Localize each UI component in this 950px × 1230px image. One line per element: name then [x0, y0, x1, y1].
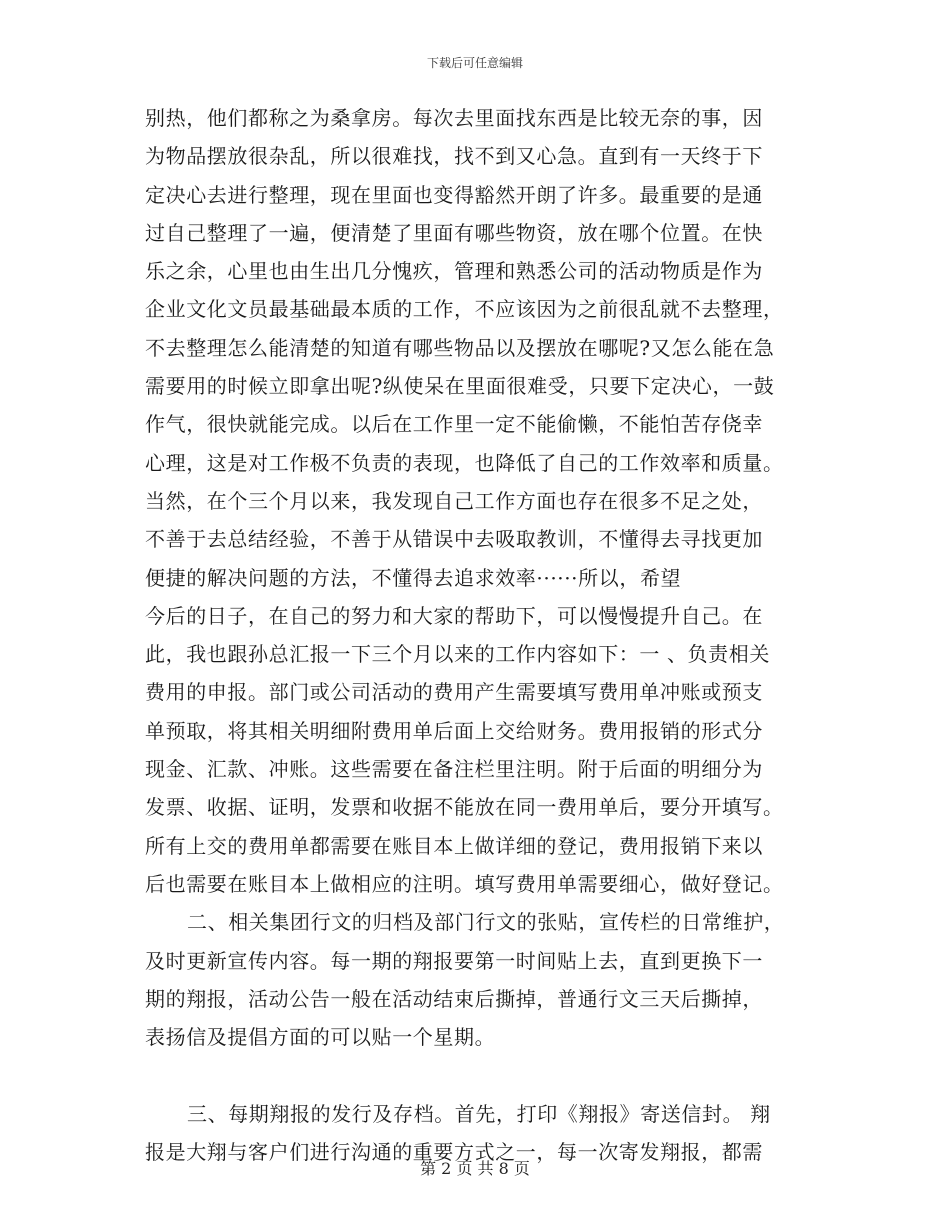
text-line: 作气，很快就能完成。以后在工作里一定不能偷懒，不能怕苦存侥幸 [145, 412, 763, 437]
text-line: 发票、收据、证明，发票和收据不能放在同一费用单后，要分开填写。 [145, 795, 784, 820]
text-line: 别热，他们都称之为桑拿房。每次去里面找东西是比较无奈的事，因 [145, 106, 763, 130]
text-line: 为物品摆放很杂乱，所以很难找，找不到又心急。直到有一天终于下 [145, 144, 763, 169]
text-line: 现金、汇款、冲账。这些需要在备注栏里注明。附于后面的明细分为 [145, 757, 763, 782]
text-line: 费用的申报。部门或公司活动的费用产生需要填写费用单冲账或预支 [145, 680, 763, 705]
text-line: 及时更新宣传内容。每一期的翔报要第一时间贴上去，直到更换下一 [145, 948, 763, 973]
text-line: 后也需要在账目本上做相应的注明。填写费用单需要细心，做好登记。 [145, 871, 784, 896]
text-line: 表扬信及提倡方面的可以贴一个星期。 [145, 1025, 496, 1050]
text-line: 不去整理怎么能清楚的知道有哪些物品以及摆放在哪呢?又怎么能在急 [145, 335, 775, 360]
text-line: 今后的日子，在自己的努力和大家的帮助下，可以慢慢提升自己。在 [145, 603, 763, 628]
page-header: 下载后可任意编辑 [426, 56, 523, 70]
text-line: 报是大翔与客户们进行沟通的重要方式之一，每一次寄发翔报，都需 [145, 1140, 763, 1165]
text-line: 企业文化文员最基础最本质的工作，不应该因为之前很乱就不去整理， [145, 297, 784, 322]
text-line: 乐之余，心里也由生出几分愧疚，管理和熟悉公司的活动物质是作为 [145, 259, 763, 284]
text-line: 期的翔报，活动公告一般在活动结束后撕掉，普通行文三天后撕掉， [145, 986, 763, 1011]
page-number-footer: 第 2 页 共 8 页 [420, 1159, 530, 1178]
text-line: 过自己整理了一遍，便清楚了里面有哪些物资，放在哪个位置。在快 [145, 220, 763, 245]
text-line: 所有上交的费用单都需要在账目本上做详细的登记，费用报销下来以 [145, 833, 763, 858]
text-line: 当然，在个三个月以来，我发现自己工作方面也存在很多不足之处， [145, 488, 763, 513]
text-line: 需要用的时候立即拿出呢?纵使呆在里面很难受，只要下定决心，一鼓 [145, 374, 775, 399]
document-body [145, 99, 810, 1171]
text-line: 便捷的解决问题的方法，不懂得去追求效率······所以，希望 [145, 565, 682, 590]
paragraph-start-line: 二、相关集团行文的归档及部门行文的张贴，宣传栏的日常维护， [187, 910, 785, 935]
text-line: 此，我也跟孙总汇报一下三个月以来的工作内容如下：一 、负责相关 [145, 642, 770, 667]
text-line: 不善于去总结经验，不善于从错误中去吸取教训，不懂得去寻找更加 [145, 527, 763, 552]
paragraph-start-line: 三、每期翔报的发行及存档。首先，打印《翔报》寄送信封。 翔 [187, 1101, 771, 1126]
text-line: 心理，这是对工作极不负责的表现，也降低了自己的工作效率和质量。 [145, 450, 784, 475]
blank-line [145, 1056, 810, 1094]
text-line: 定决心去进行整理，现在里面也变得豁然开朗了许多。最重要的是通 [145, 182, 763, 207]
text-line: 单预取，将其相关明细附费用单后面上交给财务。费用报销的形式分 [145, 718, 763, 743]
